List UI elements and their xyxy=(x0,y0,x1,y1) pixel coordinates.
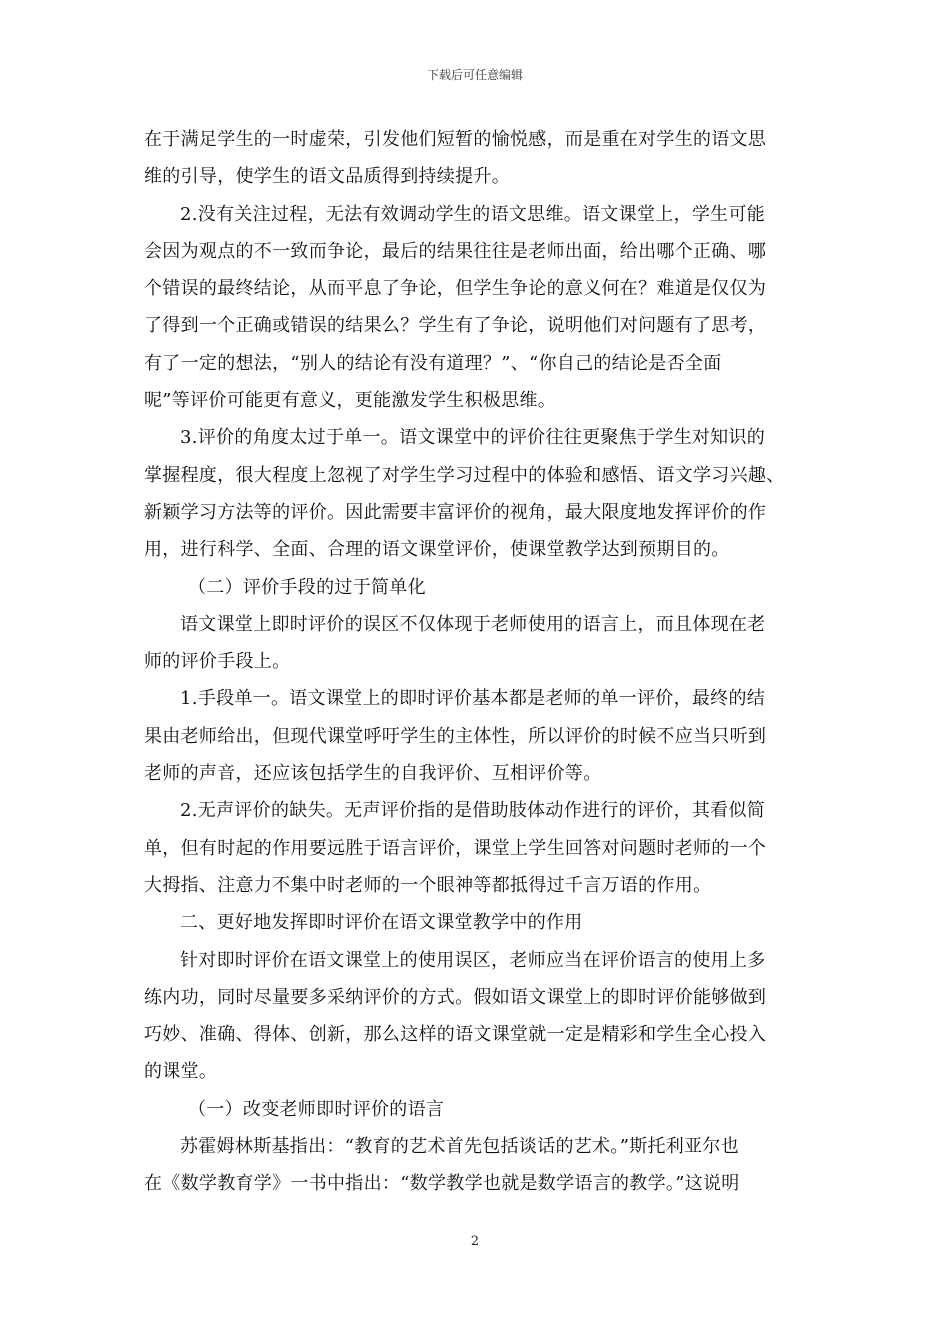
page-header: 下载后可任意编辑 xyxy=(426,68,523,82)
text-line: 用，进行科学、全面、合理的语文课堂评价，使课堂教学达到预期目的。 xyxy=(144,539,730,561)
text-line: 在《数学教育学》一书中指出：“数学教学也就是数学语言的教学。”这说明 xyxy=(144,1173,740,1195)
text-line: 巧妙、准确、得体、创新，那么这样的语文课堂就一定是精彩和学生全心投入 xyxy=(144,1024,767,1046)
text-line: 大拇指、注意力不集中时老师的一个眼神等都抵得过千言万语的作用。 xyxy=(144,874,712,896)
paragraph-start: 语文课堂上即时评价的误区不仅体现于老师使用的语言上，而且体现在老 xyxy=(180,613,766,635)
section-subheading: （二）评价手段的过于简单化 xyxy=(188,576,426,598)
text-line: 在于满足学生的一时虚荣，引发他们短暂的愉悦感，而是重在对学生的语文思 xyxy=(144,129,767,150)
text-line: 老师的声音，还应该包括学生的自我评价、互相评价等。 xyxy=(144,763,602,785)
section-subheading: （一）改变老师即时评价的语言 xyxy=(188,1098,445,1120)
text-line: 掌握程度，很大程度上忽视了对学生学习过程中的体验和感悟、语文学习兴趣、 xyxy=(144,464,785,486)
paragraph-start: 2.没有关注过程，无法有效调动学生的语文思维。语文课堂上，学生可能 xyxy=(180,203,766,225)
section-heading: 二、更好地发挥即时评价在语文课堂教学中的作用 xyxy=(180,912,583,934)
text-line: 了得到一个正确或错误的结果么？学生有了争论，说明他们对问题有了思考， xyxy=(144,315,767,337)
text-line: 单，但有时起的作用要远胜于语言评价，课堂上学生回答对问题时老师的一个 xyxy=(144,837,767,859)
text-line: 新颖学习方法等的评价。因此需要丰富评价的视角，最大限度地发挥评价的作 xyxy=(144,501,767,523)
paragraph-start: 苏霍姆林斯基指出：“教育的艺术首先包括谈话的艺术。”斯托利亚尔也 xyxy=(180,1136,740,1158)
document-body xyxy=(144,121,808,1203)
page-number: 2 xyxy=(470,1234,480,1249)
text-line: 练内功，同时尽量要多采纳评价的方式。假如语文课堂上的即时评价能够做到 xyxy=(144,986,767,1008)
text-line: 果由老师给出，但现代课堂呼吁学生的主体性，所以评价的时候不应当只听到 xyxy=(144,725,767,747)
text-line: 的课堂。 xyxy=(144,1061,218,1083)
text-line: 维的引导，使学生的语文品质得到持续提升。 xyxy=(144,166,510,188)
paragraph-start: 1.手段单一。语文课堂上的即时评价基本都是老师的单一评价，最终的结 xyxy=(180,688,766,710)
text-line: 师的评价手段上。 xyxy=(144,651,291,673)
paragraph-start: 针对即时评价在语文课堂上的使用误区，老师应当在评价语言的使用上多 xyxy=(180,949,766,971)
paragraph-start: 2.无声评价的缺失。无声评价指的是借助肢体动作进行的评价，其看似简 xyxy=(180,800,766,822)
text-line: 个错误的最终结论，从而平息了争论，但学生争论的意义何在？难道是仅仅为 xyxy=(144,278,767,300)
text-line: 呢”等评价可能更有意义，更能激发学生积极思维。 xyxy=(144,390,557,412)
text-line: 会因为观点的不一致而争论，最后的结果往往是老师出面，给出哪个正确、哪 xyxy=(144,240,767,262)
paragraph-start: 3.评价的角度太过于单一。语文课堂中的评价往往更聚焦于学生对知识的 xyxy=(180,427,766,449)
text-line: 有了一定的想法，“别人的结论有没有道理？”、“你自己的结论是否全面 xyxy=(144,352,722,374)
